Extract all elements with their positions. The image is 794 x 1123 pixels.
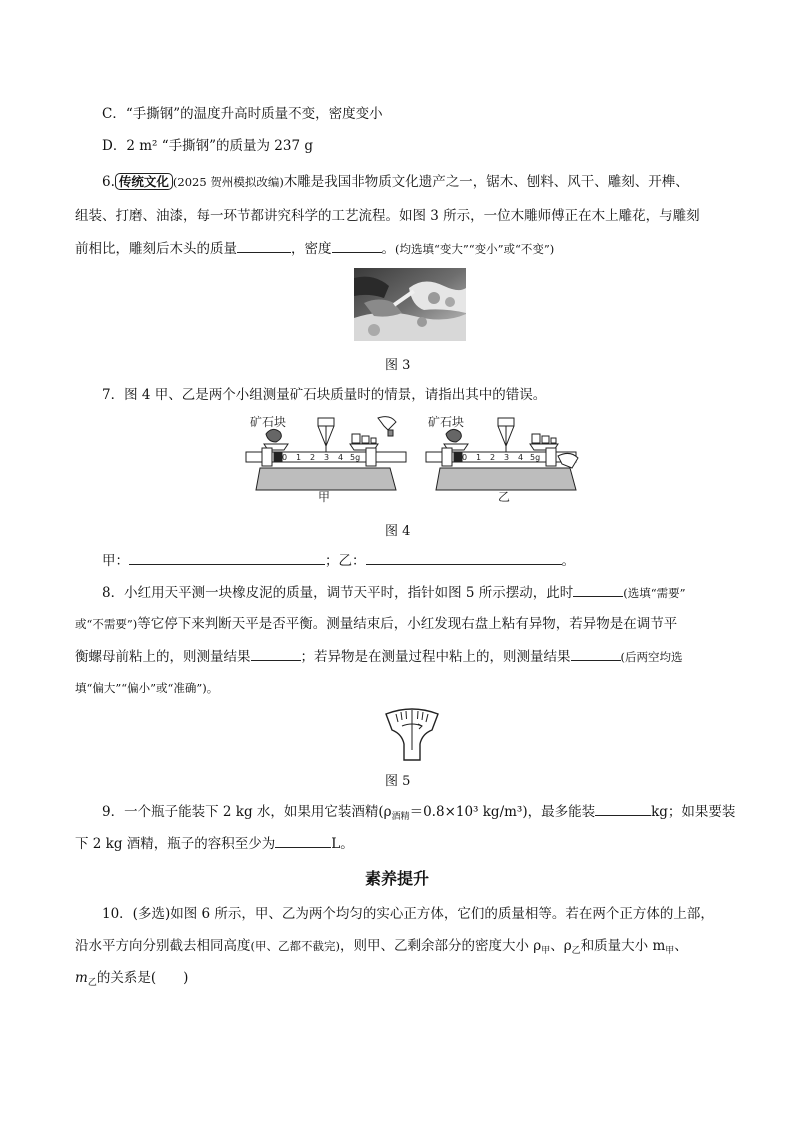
- balance-figure: [238, 412, 590, 504]
- svg-text:5g: 5g: [350, 453, 361, 462]
- source-note: (2025 贺州模拟改编): [172, 175, 284, 189]
- figure-3-caption: 图 3: [385, 358, 411, 373]
- svg-text:3: 3: [504, 453, 510, 462]
- jia-label: 甲: [318, 490, 331, 504]
- question-text: ；若异物是在测量过程中粘上的，则测量结果: [300, 649, 571, 665]
- fill-hint: 或“不需要”): [75, 617, 138, 631]
- answer-blank[interactable]: [595, 801, 651, 816]
- svg-text:4: 4: [338, 453, 344, 462]
- answer-blank[interactable]: [251, 646, 301, 661]
- subscript: 乙: [571, 946, 581, 956]
- question-7-answer-line: [102, 550, 575, 571]
- subscript: 酒精: [391, 812, 410, 822]
- question-6-line-1: [102, 172, 689, 192]
- balance-jia: [246, 414, 406, 504]
- answer-blank[interactable]: [275, 833, 331, 848]
- punctuation: 。: [561, 553, 575, 569]
- fill-hint: (均选填“变大”“变小”或“不变”): [395, 242, 555, 256]
- figure-4-caption: 图 4: [385, 524, 411, 539]
- answer-blank-jia[interactable]: [129, 550, 325, 565]
- fill-hint: (甲、乙都不截完): [250, 939, 340, 953]
- svg-text:5g: 5g: [530, 453, 541, 462]
- question-10-line-2: [75, 936, 688, 958]
- question-text: 衡螺母前粘上的，则测量结果: [75, 649, 251, 665]
- question-text: 下 2 kg 酒精，瓶子的容积至少为: [75, 836, 276, 852]
- svg-text:2: 2: [310, 453, 316, 462]
- question-text: kg；如果要装: [651, 804, 736, 820]
- svg-text:0: 0: [282, 453, 288, 462]
- question-text: 木雕是我国非物质文化遗产之一，锯木、刨料、风干、雕刻、开榫、: [283, 174, 689, 190]
- svg-text:2: 2: [490, 453, 496, 462]
- pointer-gauge-figure: [382, 704, 442, 762]
- answer-blank[interactable]: [571, 646, 621, 661]
- svg-text:1: 1: [296, 453, 302, 462]
- traditional-culture-tag: 传统文化: [115, 173, 173, 190]
- question-6-line-3: [75, 238, 554, 259]
- question-text: 沿水平方向分别截去相同高度: [75, 938, 251, 954]
- answer-blank-yi[interactable]: [366, 550, 562, 565]
- subscript: 甲: [541, 946, 551, 956]
- svg-text:1: 1: [476, 453, 482, 462]
- question-6-line-2: 组装、打磨、油漆，每一环节都讲究科学的工艺流程。如图 3 所示，一位木雕师傅正在木上雕花，与雕刻: [75, 208, 700, 224]
- ore-label-left: 矿石块: [250, 415, 287, 429]
- svg-text:3: 3: [324, 453, 330, 462]
- question-text: m: [75, 970, 88, 986]
- section-title: 素养提升: [364, 869, 429, 888]
- answer-blank[interactable]: [237, 238, 291, 253]
- subscript: 甲: [665, 946, 675, 956]
- balance-yi: [426, 414, 578, 504]
- ore-label-right: 矿石块: [428, 415, 465, 429]
- question-text: 的关系是( ): [96, 970, 189, 986]
- svg-text:0: 0: [462, 453, 468, 462]
- woodcarving-photo: [354, 268, 466, 341]
- fill-hint: (选填“需要”: [623, 586, 686, 600]
- yi-label: 乙: [498, 490, 511, 504]
- question-text: 、: [674, 938, 688, 954]
- question-text: ＝0.8×10³ kg/m³)，最多能装: [409, 804, 596, 820]
- yi-answer-label: ；乙：: [325, 553, 366, 569]
- question-text: 和质量大小 m: [580, 938, 666, 954]
- answer-blank[interactable]: [573, 582, 623, 597]
- question-text: 等它停下来判断天平是否平衡。测量结束后，小红发现右盘上粘有异物，若异物是在调节平: [137, 616, 678, 632]
- question-text: 9．一个瓶子能装下 2 kg 水，如果用它装酒精(ρ: [102, 804, 392, 820]
- question-8-line-4: 填“偏大”“偏小”或“准确”)。: [75, 681, 219, 695]
- question-9-line-1: [102, 801, 735, 824]
- svg-text:4: 4: [518, 453, 524, 462]
- question-8-line-3: [75, 646, 683, 667]
- question-8-line-1: [102, 582, 686, 603]
- question-9-line-2: [75, 833, 354, 854]
- question-7-text: 7．图 4 甲、乙是两个小组测量矿石块质量时的情景，请指出其中的错误。: [102, 387, 547, 403]
- question-text: 8．小红用天平测一块橡皮泥的质量，调节天平时，指针如图 5 所示摆动，此时: [102, 585, 574, 601]
- figure-5-caption: 图 5: [385, 774, 411, 789]
- fill-hint: (后两空均选: [620, 650, 683, 664]
- question-text: 前相比，雕刻后木头的质量: [75, 241, 237, 257]
- question-8-line-2: [75, 614, 677, 634]
- question-text: ，则甲、乙剩余部分的密度大小 ρ: [339, 938, 542, 954]
- question-10-line-1: 10．(多选)如图 6 所示，甲、乙为两个均匀的实心正方体，它们的质量相等。若在两个正方体的上部，: [102, 906, 714, 922]
- question-text: 。: [381, 241, 395, 257]
- question-text: L。: [331, 836, 354, 852]
- question-text: 、ρ: [550, 938, 572, 954]
- answer-blank[interactable]: [332, 238, 382, 253]
- question-10-line-3: [75, 968, 188, 990]
- question-text: ，密度: [291, 241, 332, 257]
- question-number: 6.: [102, 174, 115, 190]
- subscript: 乙: [87, 978, 97, 988]
- option-d: D．2 m² “手撕钢”的质量为 237 g: [102, 138, 314, 154]
- jia-answer-label: 甲：: [102, 553, 129, 569]
- option-c: C．“手撕钢”的温度升高时质量不变，密度变小: [102, 106, 383, 122]
